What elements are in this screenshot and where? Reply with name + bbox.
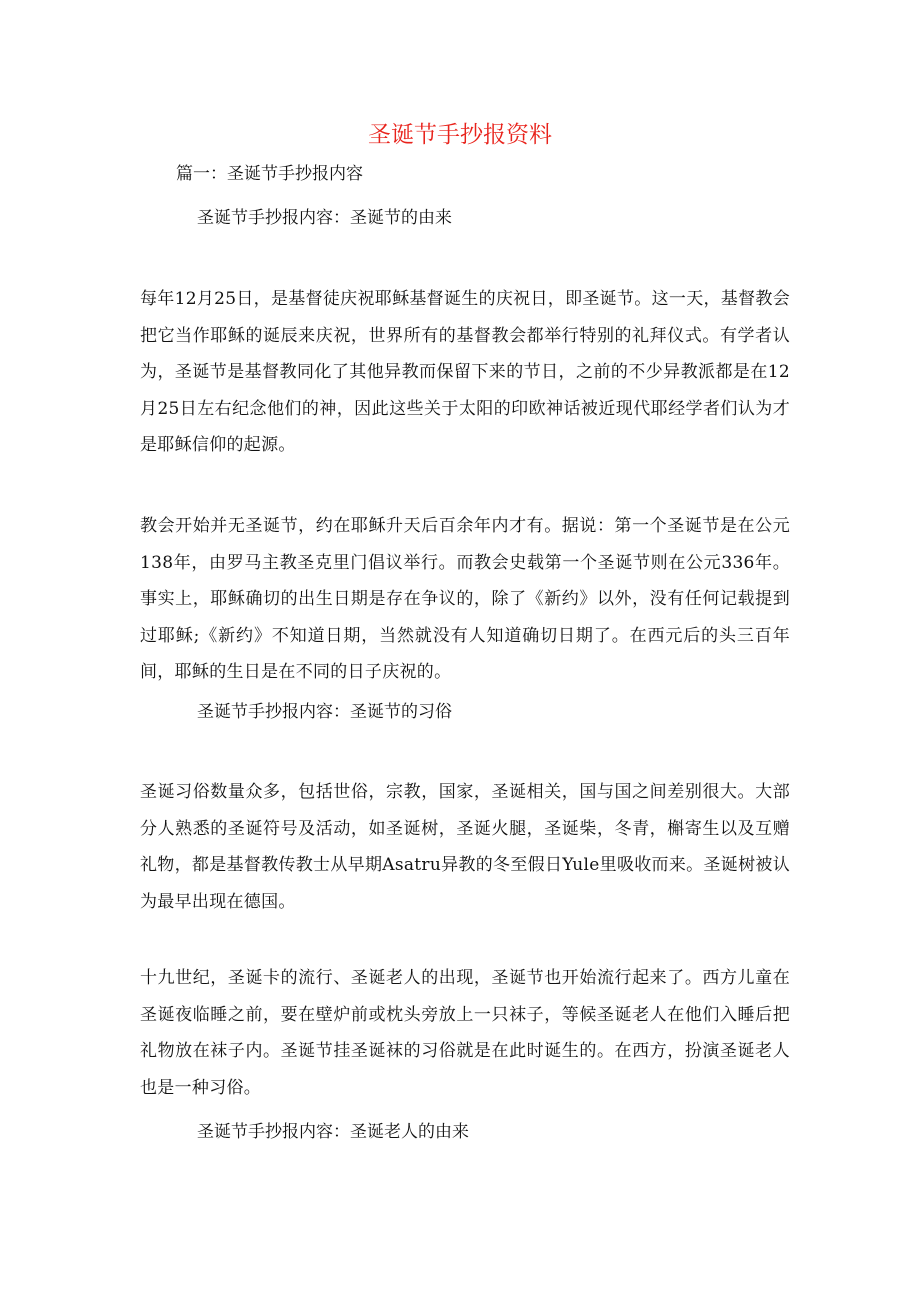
paragraph-customs-1: 圣诞习俗数量众多，包括世俗，宗教，国家，圣诞相关，国与国之间差别很大。大部分人熟悉的圣诞符号及活动，如圣诞树，圣诞火腿，圣诞柴，冬青，槲寄生以及互赠礼物，都是基督教传教士从早期Asatru异教的冬至假日Yule里吸收而来。圣诞树被认为最早出现在德国。	[140, 782, 790, 912]
paragraph-origin-1: 每年12月25日，是基督徒庆祝耶稣基督诞生的庆祝日，即圣诞节。这一天，基督教会把它当作耶稣的诞辰来庆祝，世界所有的基督教会都举行特别的礼拜仪式。有学者认为，圣诞节是基督教同化了其他异教而保留下来的节日，之前的不少异教派都是在12月25日左右纪念他们的神，因此这些关于太阳的印欧神话被近现代耶经学者们认为才是耶稣信仰的起源。	[140, 289, 790, 455]
section-heading-customs: 圣诞节手抄报内容：圣诞节的习俗	[197, 702, 452, 722]
section-heading-origin: 圣诞节手抄报内容：圣诞节的由来	[197, 208, 452, 228]
paragraph-origin-2: 教会开始并无圣诞节，约在耶稣升天后百余年内才有。据说：第一个圣诞节是在公元138年，由罗马主教圣克里门倡议举行。而教会史载第一个圣诞节则在公元336年。事实上，耶稣确切的出生日期是存在争议的，除了《新约》以外，没有任何记载提到过耶稣;《新约》不知道日期，当然就没有人知道确切日期了。在西元后的头三百年间，耶稣的生日是在不同的日子庆祝的。	[140, 516, 790, 682]
section-heading-santa: 圣诞节手抄报内容：圣诞老人的由来	[197, 1122, 469, 1142]
document-title: 圣诞节手抄报资料	[368, 122, 552, 148]
part-subtitle: 篇一：圣诞节手抄报内容	[176, 164, 363, 184]
paragraph-customs-2: 十九世纪，圣诞卡的流行、圣诞老人的出现，圣诞节也开始流行起来了。西方儿童在圣诞夜临睡之前，要在壁炉前或枕头旁放上一只袜子，等候圣诞老人在他们入睡后把礼物放在袜子内。圣诞节挂圣诞袜的习俗就是在此时诞生的。在西方，扮演圣诞老人也是一种习俗。	[140, 968, 790, 1098]
